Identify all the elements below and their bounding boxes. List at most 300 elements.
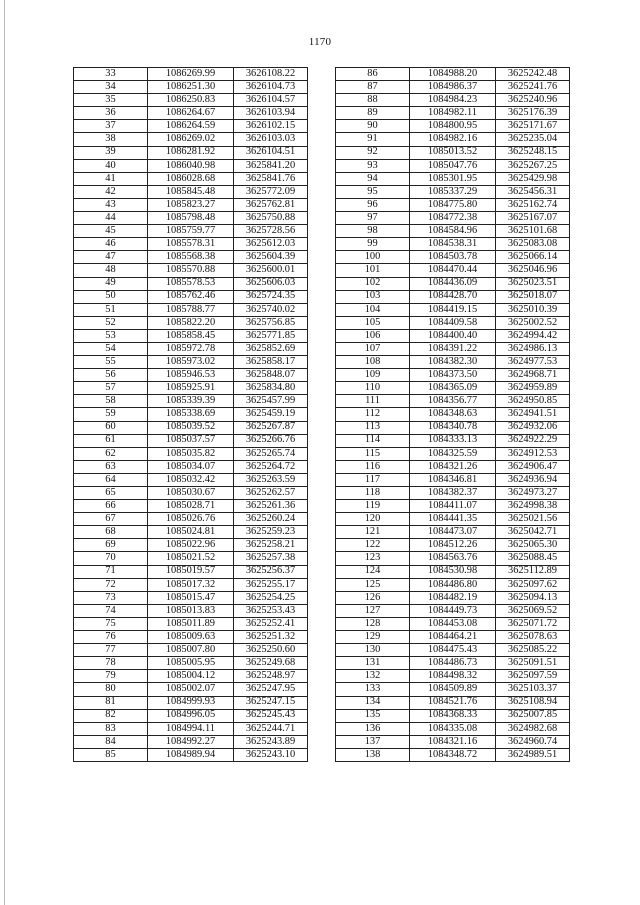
table-row	[336, 748, 570, 761]
x-coordinate-cell: 1084368.33	[410, 709, 496, 722]
x-coordinate-cell: 1085013.52	[410, 146, 496, 159]
y-coordinate-cell: 3625841.20	[234, 159, 308, 172]
y-coordinate-cell: 3625078.63	[496, 631, 570, 644]
x-coordinate-cell: 1085972.78	[148, 342, 234, 355]
y-coordinate-cell: 3625242.48	[496, 68, 570, 81]
table-row	[74, 696, 308, 709]
page-edge-line	[4, 0, 5, 905]
point-number-cell: 108	[336, 356, 410, 369]
point-number-cell: 134	[336, 696, 410, 709]
y-coordinate-cell: 3625841.76	[234, 172, 308, 185]
point-number-cell: 44	[74, 212, 148, 225]
y-coordinate-cell: 3625101.68	[496, 225, 570, 238]
x-coordinate-cell: 1084563.76	[410, 552, 496, 565]
x-coordinate-cell: 1084453.08	[410, 617, 496, 630]
point-number-cell: 36	[74, 107, 148, 120]
table-row	[74, 748, 308, 761]
table-row	[336, 565, 570, 578]
x-coordinate-cell: 1085013.83	[148, 604, 234, 617]
x-coordinate-cell: 1085762.46	[148, 290, 234, 303]
x-coordinate-cell: 1085568.38	[148, 251, 234, 264]
table-row	[336, 251, 570, 264]
table-row	[74, 578, 308, 591]
table-row	[336, 303, 570, 316]
y-coordinate-cell: 3624912.53	[496, 447, 570, 460]
table-row	[336, 552, 570, 565]
table-row	[74, 631, 308, 644]
table-row	[336, 329, 570, 342]
point-number-cell: 138	[336, 748, 410, 761]
x-coordinate-cell: 1084391.22	[410, 342, 496, 355]
y-coordinate-cell: 3625069.52	[496, 604, 570, 617]
y-coordinate-cell: 3626103.94	[234, 107, 308, 120]
point-number-cell: 55	[74, 356, 148, 369]
table-row	[336, 185, 570, 198]
table-row	[74, 316, 308, 329]
x-coordinate-cell: 1084335.08	[410, 722, 496, 735]
table-row	[336, 447, 570, 460]
point-number-cell: 107	[336, 342, 410, 355]
x-coordinate-cell: 1084982.16	[410, 133, 496, 146]
y-coordinate-cell: 3625258.21	[234, 539, 308, 552]
point-number-cell: 87	[336, 81, 410, 94]
point-number-cell: 76	[74, 631, 148, 644]
table-row	[336, 369, 570, 382]
point-number-cell: 53	[74, 329, 148, 342]
table-row	[74, 500, 308, 513]
table-row	[74, 290, 308, 303]
x-coordinate-cell: 1085022.96	[148, 539, 234, 552]
table-row	[74, 526, 308, 539]
x-coordinate-cell: 1086281.92	[148, 146, 234, 159]
point-number-cell: 125	[336, 578, 410, 591]
table-row	[336, 133, 570, 146]
x-coordinate-cell: 1084986.37	[410, 81, 496, 94]
table-row	[336, 277, 570, 290]
point-number-cell: 41	[74, 172, 148, 185]
y-coordinate-cell: 3625252.41	[234, 617, 308, 630]
x-coordinate-cell: 1084419.15	[410, 303, 496, 316]
x-coordinate-cell: 1085788.77	[148, 303, 234, 316]
x-coordinate-cell: 1085011.89	[148, 617, 234, 630]
table-row	[74, 617, 308, 630]
table-row	[336, 696, 570, 709]
table-row	[74, 81, 308, 94]
point-number-cell: 94	[336, 172, 410, 185]
y-coordinate-cell: 3625267.25	[496, 159, 570, 172]
point-number-cell: 45	[74, 225, 148, 238]
x-coordinate-cell: 1084996.05	[148, 709, 234, 722]
y-coordinate-cell: 3626104.51	[234, 146, 308, 159]
table-row	[336, 644, 570, 657]
y-coordinate-cell: 3625097.62	[496, 578, 570, 591]
table-row	[74, 342, 308, 355]
point-number-cell: 39	[74, 146, 148, 159]
x-coordinate-cell: 1084473.07	[410, 526, 496, 539]
table-row	[336, 146, 570, 159]
table-row	[336, 264, 570, 277]
x-coordinate-cell: 1086251.30	[148, 81, 234, 94]
point-number-cell: 54	[74, 342, 148, 355]
y-coordinate-cell: 3625612.03	[234, 238, 308, 251]
point-number-cell: 75	[74, 617, 148, 630]
table-row	[336, 709, 570, 722]
y-coordinate-cell: 3625771.85	[234, 329, 308, 342]
point-number-cell: 42	[74, 185, 148, 198]
y-coordinate-cell: 3625254.25	[234, 591, 308, 604]
table-row	[74, 434, 308, 447]
point-number-cell: 113	[336, 421, 410, 434]
x-coordinate-cell: 1084356.77	[410, 395, 496, 408]
x-coordinate-cell: 1084982.11	[410, 107, 496, 120]
table-row	[336, 500, 570, 513]
table-row	[74, 251, 308, 264]
x-coordinate-cell: 1085301.95	[410, 172, 496, 185]
y-coordinate-cell: 3625010.39	[496, 303, 570, 316]
y-coordinate-cell: 3625858.17	[234, 356, 308, 369]
point-number-cell: 117	[336, 473, 410, 486]
x-coordinate-cell: 1085034.07	[148, 460, 234, 473]
y-coordinate-cell: 3625167.07	[496, 212, 570, 225]
y-coordinate-cell: 3625728.56	[234, 225, 308, 238]
x-coordinate-cell: 1084470.44	[410, 264, 496, 277]
table-row	[74, 709, 308, 722]
point-number-cell: 37	[74, 120, 148, 133]
x-coordinate-cell: 1085032.42	[148, 473, 234, 486]
point-number-cell: 104	[336, 303, 410, 316]
table-row	[74, 644, 308, 657]
point-number-cell: 93	[336, 159, 410, 172]
point-number-cell: 135	[336, 709, 410, 722]
x-coordinate-cell: 1085339.39	[148, 395, 234, 408]
table-row	[336, 591, 570, 604]
x-coordinate-cell: 1084400.40	[410, 329, 496, 342]
x-coordinate-cell: 1084321.26	[410, 460, 496, 473]
y-coordinate-cell: 3625600.01	[234, 264, 308, 277]
y-coordinate-cell: 3624998.38	[496, 500, 570, 513]
x-coordinate-cell: 1084989.94	[148, 748, 234, 761]
x-coordinate-cell: 1085338.69	[148, 408, 234, 421]
x-coordinate-cell: 1084984.23	[410, 94, 496, 107]
x-coordinate-cell: 1085009.63	[148, 631, 234, 644]
x-coordinate-cell: 1085823.27	[148, 198, 234, 211]
table-row	[74, 212, 308, 225]
table-row	[336, 617, 570, 630]
table-row	[336, 735, 570, 748]
x-coordinate-cell: 1084321.16	[410, 735, 496, 748]
table-row	[74, 552, 308, 565]
point-number-cell: 88	[336, 94, 410, 107]
x-coordinate-cell: 1084988.20	[410, 68, 496, 81]
y-coordinate-cell: 3624932.06	[496, 421, 570, 434]
x-coordinate-cell: 1085039.52	[148, 421, 234, 434]
y-coordinate-cell: 3625085.22	[496, 644, 570, 657]
y-coordinate-cell: 3625046.96	[496, 264, 570, 277]
point-number-cell: 122	[336, 539, 410, 552]
point-number-cell: 101	[336, 264, 410, 277]
table-row	[336, 94, 570, 107]
y-coordinate-cell: 3624959.89	[496, 382, 570, 395]
point-number-cell: 60	[74, 421, 148, 434]
table-row	[74, 159, 308, 172]
point-number-cell: 73	[74, 591, 148, 604]
y-coordinate-cell: 3624973.27	[496, 487, 570, 500]
table-row	[336, 421, 570, 434]
x-coordinate-cell: 1084428.70	[410, 290, 496, 303]
y-coordinate-cell: 3625756.85	[234, 316, 308, 329]
point-number-cell: 105	[336, 316, 410, 329]
x-coordinate-cell: 1085035.82	[148, 447, 234, 460]
x-coordinate-cell: 1084512.26	[410, 539, 496, 552]
y-coordinate-cell: 3625112.89	[496, 565, 570, 578]
point-number-cell: 124	[336, 565, 410, 578]
y-coordinate-cell: 3625456.31	[496, 185, 570, 198]
y-coordinate-cell: 3625247.95	[234, 683, 308, 696]
table-row	[74, 369, 308, 382]
x-coordinate-cell: 1084382.37	[410, 487, 496, 500]
x-coordinate-cell: 1084772.38	[410, 212, 496, 225]
y-coordinate-cell: 3625071.72	[496, 617, 570, 630]
point-number-cell: 79	[74, 670, 148, 683]
point-number-cell: 100	[336, 251, 410, 264]
point-number-cell: 127	[336, 604, 410, 617]
y-coordinate-cell: 3625065.30	[496, 539, 570, 552]
x-coordinate-cell: 1084411.07	[410, 500, 496, 513]
x-coordinate-cell: 1084994.11	[148, 722, 234, 735]
table-row	[74, 670, 308, 683]
table-row	[336, 225, 570, 238]
point-number-cell: 64	[74, 473, 148, 486]
table-row	[336, 159, 570, 172]
x-coordinate-cell: 1085578.31	[148, 238, 234, 251]
x-coordinate-cell: 1085047.76	[410, 159, 496, 172]
x-coordinate-cell: 1085337.29	[410, 185, 496, 198]
y-coordinate-cell: 3625255.17	[234, 578, 308, 591]
table-row	[74, 146, 308, 159]
point-number-cell: 91	[336, 133, 410, 146]
table-row	[74, 172, 308, 185]
table-row	[74, 120, 308, 133]
table-row	[336, 513, 570, 526]
y-coordinate-cell: 3626104.57	[234, 94, 308, 107]
table-row	[336, 473, 570, 486]
y-coordinate-cell: 3624941.51	[496, 408, 570, 421]
y-coordinate-cell: 3625604.39	[234, 251, 308, 264]
y-coordinate-cell: 3625240.96	[496, 94, 570, 107]
y-coordinate-cell: 3625088.45	[496, 552, 570, 565]
table-row	[336, 238, 570, 251]
y-coordinate-cell: 3624950.85	[496, 395, 570, 408]
y-coordinate-cell: 3624986.13	[496, 342, 570, 355]
table-row	[74, 460, 308, 473]
y-coordinate-cell: 3625724.35	[234, 290, 308, 303]
table-row	[74, 591, 308, 604]
x-coordinate-cell: 1084486.73	[410, 657, 496, 670]
point-number-cell: 123	[336, 552, 410, 565]
point-number-cell: 98	[336, 225, 410, 238]
point-number-cell: 51	[74, 303, 148, 316]
point-number-cell: 66	[74, 500, 148, 513]
table-row	[74, 539, 308, 552]
table-row	[336, 487, 570, 500]
table-row	[336, 356, 570, 369]
y-coordinate-cell: 3625261.36	[234, 500, 308, 513]
y-coordinate-cell: 3625176.39	[496, 107, 570, 120]
table-row	[336, 172, 570, 185]
table-row	[74, 238, 308, 251]
point-number-cell: 43	[74, 198, 148, 211]
x-coordinate-cell: 1085037.57	[148, 434, 234, 447]
x-coordinate-cell: 1084365.09	[410, 382, 496, 395]
x-coordinate-cell: 1085973.02	[148, 356, 234, 369]
table-row	[74, 382, 308, 395]
table-row	[336, 722, 570, 735]
point-number-cell: 86	[336, 68, 410, 81]
y-coordinate-cell: 3625253.43	[234, 604, 308, 617]
point-number-cell: 71	[74, 565, 148, 578]
y-coordinate-cell: 3625457.99	[234, 395, 308, 408]
point-number-cell: 50	[74, 290, 148, 303]
y-coordinate-cell: 3624982.68	[496, 722, 570, 735]
point-number-cell: 80	[74, 683, 148, 696]
x-coordinate-cell: 1084800.95	[410, 120, 496, 133]
table-row	[336, 604, 570, 617]
table-row	[74, 133, 308, 146]
x-coordinate-cell: 1085026.76	[148, 513, 234, 526]
y-coordinate-cell: 3625243.89	[234, 735, 308, 748]
point-number-cell: 74	[74, 604, 148, 617]
y-coordinate-cell: 3625248.97	[234, 670, 308, 683]
point-number-cell: 35	[74, 94, 148, 107]
point-number-cell: 126	[336, 591, 410, 604]
point-number-cell: 52	[74, 316, 148, 329]
x-coordinate-cell: 1085845.48	[148, 185, 234, 198]
table-row	[74, 395, 308, 408]
x-coordinate-cell: 1085002.07	[148, 683, 234, 696]
table-row	[74, 683, 308, 696]
y-coordinate-cell: 3625848.07	[234, 369, 308, 382]
y-coordinate-cell: 3625162.74	[496, 198, 570, 211]
point-number-cell: 116	[336, 460, 410, 473]
point-number-cell: 111	[336, 395, 410, 408]
point-number-cell: 136	[336, 722, 410, 735]
point-number-cell: 121	[336, 526, 410, 539]
point-number-cell: 46	[74, 238, 148, 251]
table-row	[336, 81, 570, 94]
point-number-cell: 92	[336, 146, 410, 159]
y-coordinate-cell: 3625259.23	[234, 526, 308, 539]
x-coordinate-cell: 1084436.09	[410, 277, 496, 290]
point-number-cell: 85	[74, 748, 148, 761]
point-number-cell: 59	[74, 408, 148, 421]
point-number-cell: 77	[74, 644, 148, 657]
y-coordinate-cell: 3625264.72	[234, 460, 308, 473]
x-coordinate-cell: 1084348.72	[410, 748, 496, 761]
table-row	[336, 395, 570, 408]
point-number-cell: 115	[336, 447, 410, 460]
point-number-cell: 63	[74, 460, 148, 473]
point-number-cell: 65	[74, 487, 148, 500]
point-number-cell: 99	[336, 238, 410, 251]
y-coordinate-cell: 3624922.29	[496, 434, 570, 447]
point-number-cell: 97	[336, 212, 410, 225]
y-coordinate-cell: 3625459.19	[234, 408, 308, 421]
table-row	[74, 329, 308, 342]
point-number-cell: 62	[74, 447, 148, 460]
x-coordinate-cell: 1086264.59	[148, 120, 234, 133]
y-coordinate-cell: 3625257.38	[234, 552, 308, 565]
table-row	[336, 434, 570, 447]
point-number-cell: 106	[336, 329, 410, 342]
point-number-cell: 137	[336, 735, 410, 748]
x-coordinate-cell: 1084530.98	[410, 565, 496, 578]
y-coordinate-cell: 3624906.47	[496, 460, 570, 473]
x-coordinate-cell: 1085028.71	[148, 500, 234, 513]
table-row	[74, 604, 308, 617]
table-row	[74, 303, 308, 316]
x-coordinate-cell: 1084325.59	[410, 447, 496, 460]
table-row	[336, 290, 570, 303]
x-coordinate-cell: 1085570.88	[148, 264, 234, 277]
y-coordinate-cell: 3625241.76	[496, 81, 570, 94]
y-coordinate-cell: 3625094.13	[496, 591, 570, 604]
point-number-cell: 103	[336, 290, 410, 303]
table-row	[336, 68, 570, 81]
y-coordinate-cell: 3625021.56	[496, 513, 570, 526]
table-row	[74, 356, 308, 369]
x-coordinate-cell: 1084498.32	[410, 670, 496, 683]
y-coordinate-cell: 3624968.71	[496, 369, 570, 382]
y-coordinate-cell: 3625834.80	[234, 382, 308, 395]
point-number-cell: 33	[74, 68, 148, 81]
x-coordinate-cell: 1085024.81	[148, 526, 234, 539]
x-coordinate-cell: 1085946.53	[148, 369, 234, 382]
point-number-cell: 81	[74, 696, 148, 709]
coordinate-table-left	[73, 67, 308, 762]
table-row	[74, 565, 308, 578]
y-coordinate-cell: 3626102.15	[234, 120, 308, 133]
table-row	[336, 382, 570, 395]
y-coordinate-cell: 3625245.43	[234, 709, 308, 722]
point-number-cell: 61	[74, 434, 148, 447]
point-number-cell: 130	[336, 644, 410, 657]
point-number-cell: 82	[74, 709, 148, 722]
y-coordinate-cell: 3625265.74	[234, 447, 308, 460]
table-row	[336, 539, 570, 552]
point-number-cell: 56	[74, 369, 148, 382]
point-number-cell: 58	[74, 395, 148, 408]
table-row	[74, 107, 308, 120]
x-coordinate-cell: 1084441.35	[410, 513, 496, 526]
x-coordinate-cell: 1086040.98	[148, 159, 234, 172]
table-row	[336, 657, 570, 670]
x-coordinate-cell: 1084992.27	[148, 735, 234, 748]
point-number-cell: 78	[74, 657, 148, 670]
table-row	[74, 421, 308, 434]
table-row	[336, 670, 570, 683]
y-coordinate-cell: 3625262.57	[234, 487, 308, 500]
x-coordinate-cell: 1085017.32	[148, 578, 234, 591]
y-coordinate-cell: 3625243.10	[234, 748, 308, 761]
x-coordinate-cell: 1084373.50	[410, 369, 496, 382]
x-coordinate-cell: 1084486.80	[410, 578, 496, 591]
x-coordinate-cell: 1084348.63	[410, 408, 496, 421]
y-coordinate-cell: 3625750.88	[234, 212, 308, 225]
x-coordinate-cell: 1086028.68	[148, 172, 234, 185]
point-number-cell: 83	[74, 722, 148, 735]
point-number-cell: 114	[336, 434, 410, 447]
table-row	[336, 107, 570, 120]
